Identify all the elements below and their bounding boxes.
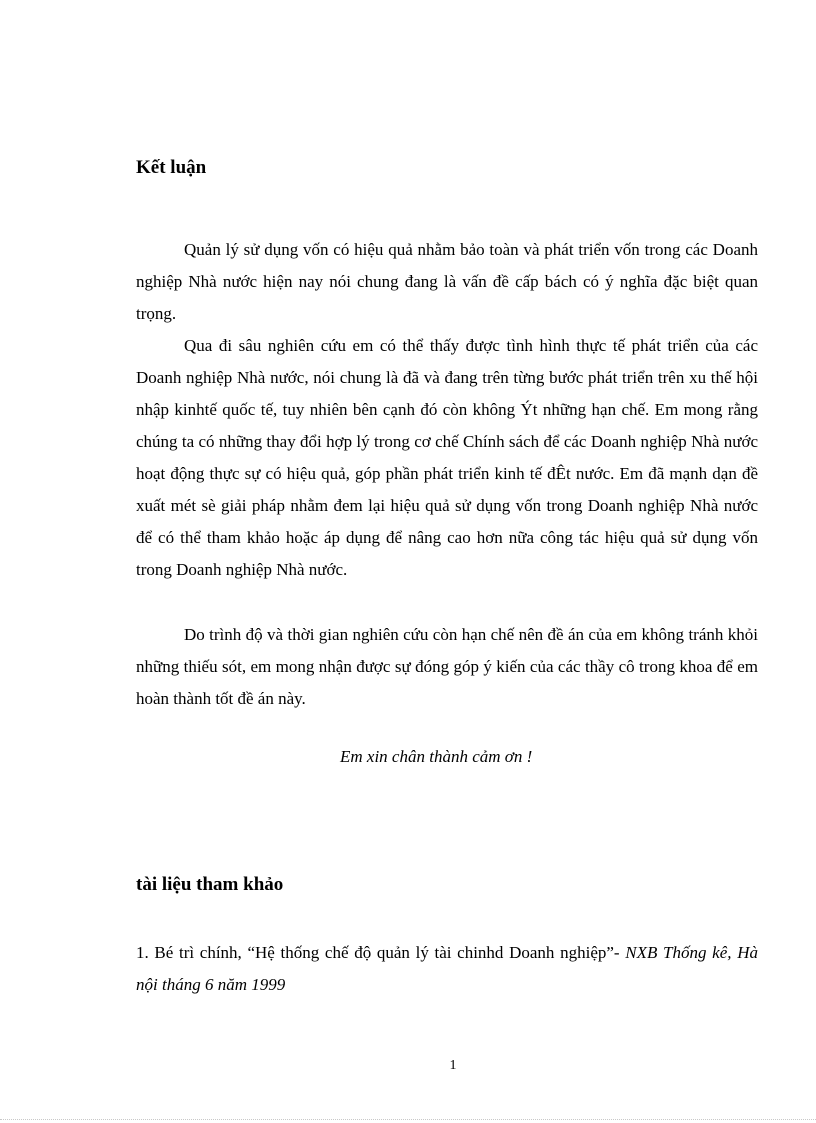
conclusion-heading: Kết luận [136,157,207,178]
references-heading: tài liệu tham khảo [136,874,284,895]
conclusion-paragraph-1: Quản lý sử dụng vốn có hiệu quả nhằm bảo toàn và phát triển vốn trong các Doanh nghiệp Nhà nước hiện nay nói chung đang là vấn đề cấp bách có ý nghĩa đặc biệt quan trọng. [136,240,758,323]
reference-title: 1. Bé trì chính, “Hệ thống chế độ quản lý tài chinhd Doanh nghiệp”- [136,943,626,962]
thanks-line: Em xin chân thành cảm ơn ! [340,747,533,766]
page-bottom-divider [0,1119,816,1120]
page-number: 1 [449,1058,457,1073]
conclusion-paragraph-3: Do trình độ và thời gian nghiên cứu còn hạn chế nên đề án của em không tránh khỏi những thiếu sót, em mong nhận được sự đóng góp ý kiến của các thầy cô trong khoa để em hoàn thành tốt đề án này. [136,625,758,708]
conclusion-paragraph-2: Qua đi sâu nghiên cứu em có thể thấy được tình hình thực tế phát triển của các Doanh nghiệp Nhà nước, nói chung là đã và đang trên từng bước phát triển trên xu thế hội nhập kinhtế quốc tế, tuy nhiên bên cạnh đó còn không Ýt những hạn chế. Em mong rằng chúng ta có những thay đổi hợp lý trong cơ chế Chính sách để các Doanh nghiệp Nhà nước hoạt động thực sự có hiệu quả, góp phần phát triển kinh tế đÊt nước. Em đã mạnh dạn đề xuất mét sè giải pháp nhằm đem lại hiệu quả sử dụng vốn trong Doanh nghiệp Nhà nước để có thể tham khảo hoặc áp dụng để nâng cao hơn nữa công tác hiệu quả sử dụng vốn trong Doanh nghiệp Nhà nước. [136,336,758,579]
reference-publisher: NXB Thống kê, Hà nội tháng 6 năm 1999 [136,943,758,994]
reference-item [136,937,758,1001]
